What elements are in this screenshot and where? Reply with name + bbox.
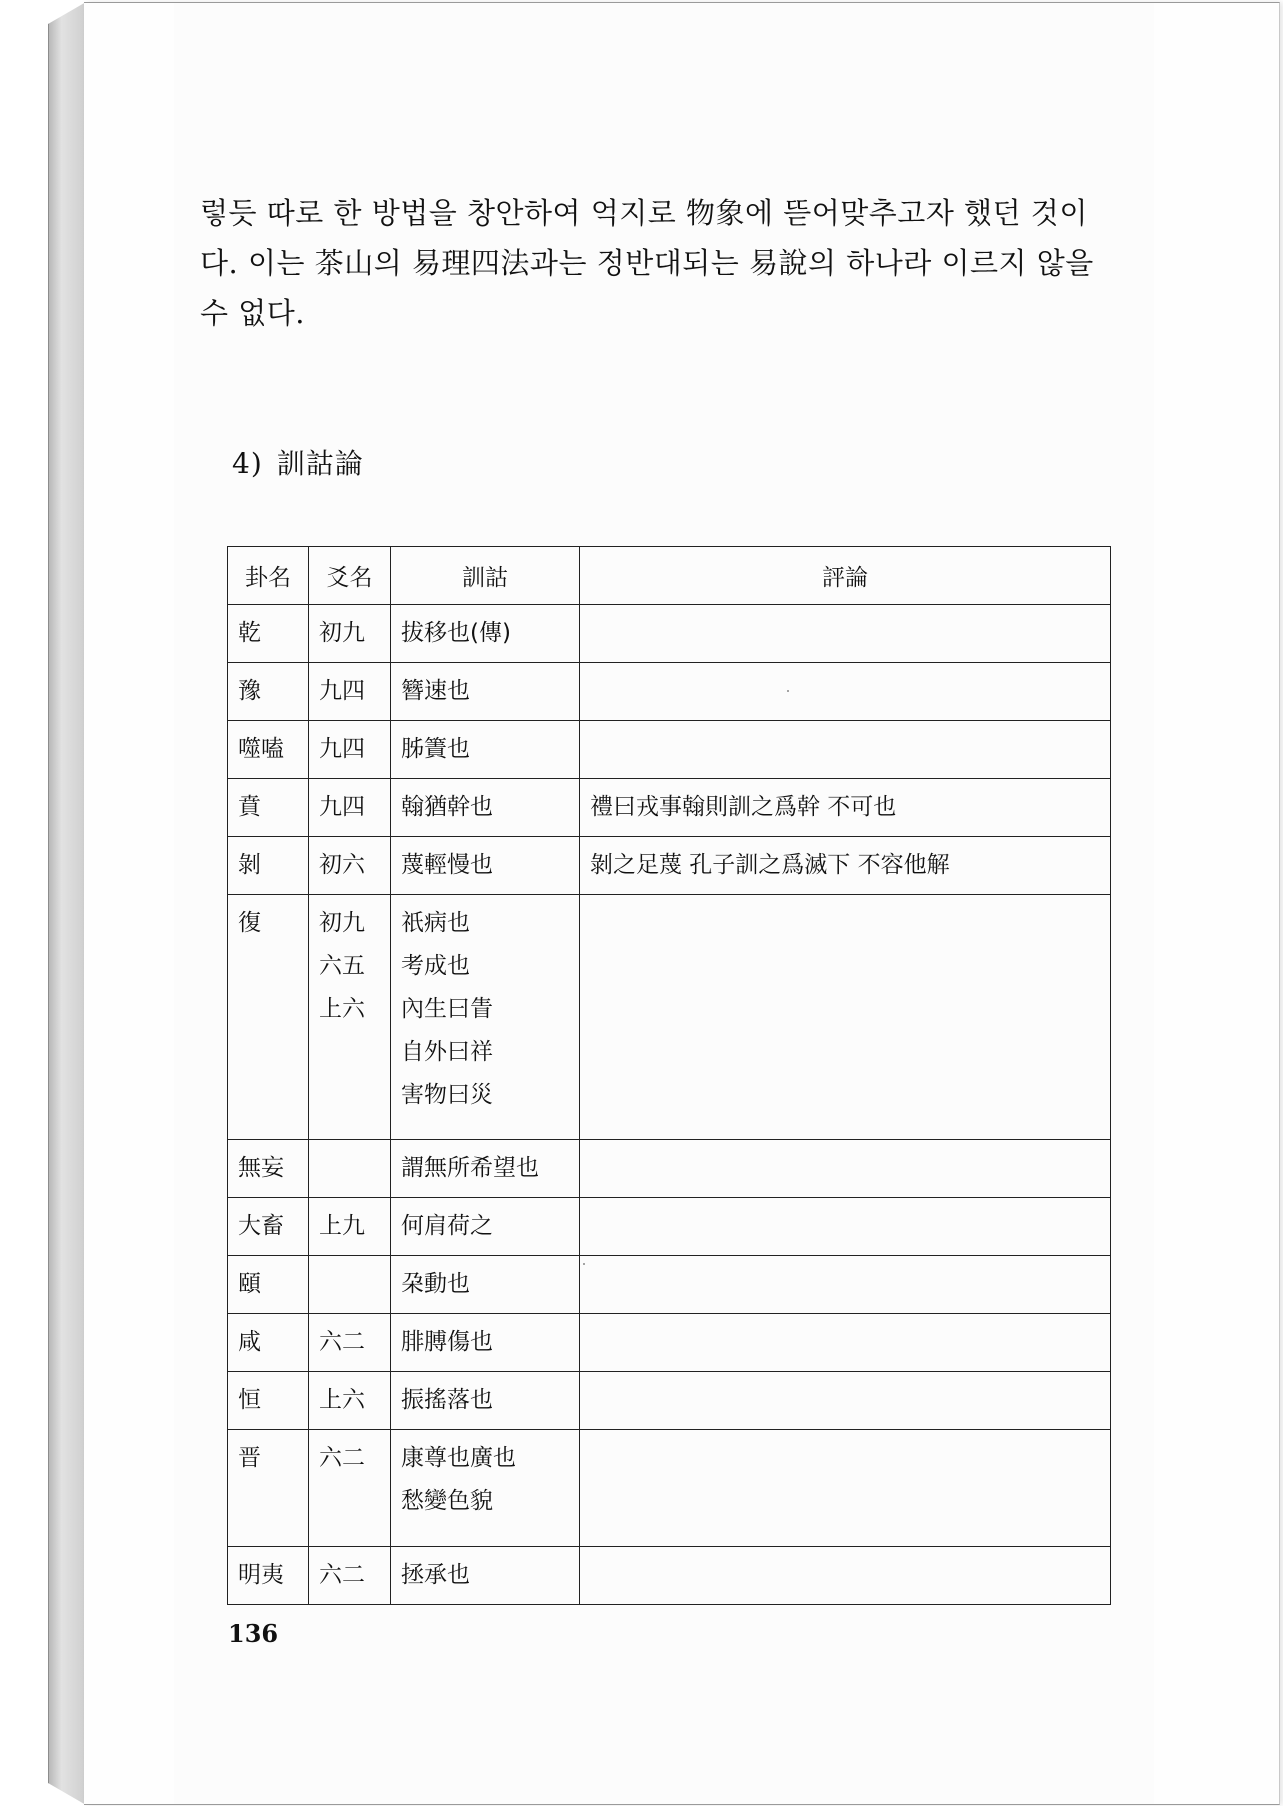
- cell-yao-name-line: 六五: [319, 953, 365, 979]
- cell-gua-name: 頤: [228, 1256, 309, 1314]
- table-row: [228, 1140, 1111, 1198]
- cell-yao-name-line: 上六: [319, 1387, 365, 1413]
- header-yao-name: 爻名: [309, 547, 391, 605]
- cell-pinglun: [580, 1372, 1111, 1430]
- table-body: [228, 605, 1111, 1605]
- cell-gua-name: 晋: [228, 1430, 309, 1547]
- paragraph-line: 렇듯 따로 한 방법을 창안하여 억지로 物象에 뜯어맞추고자 했던 것이: [200, 196, 1088, 230]
- table-row: [228, 1198, 1111, 1256]
- cell-xungu: [391, 895, 580, 1140]
- cell-xungu-line: 蔑輕慢也: [401, 852, 493, 878]
- cell-xungu-line: 內生曰眚: [401, 996, 493, 1022]
- table-header-row: [228, 547, 1111, 605]
- cell-yao-name: [309, 663, 391, 721]
- cell-yao-name: [309, 895, 391, 1140]
- header-gua-name: 卦名: [228, 547, 309, 605]
- cell-xungu: [391, 779, 580, 837]
- cell-pinglun: [580, 1314, 1111, 1372]
- cell-xungu: [391, 1256, 580, 1314]
- cell-xungu-line: 謂無所希望也: [401, 1155, 539, 1181]
- cell-xungu-line: 簪速也: [401, 678, 470, 704]
- table-row: [228, 1314, 1111, 1372]
- cell-xungu-line: 考成也: [401, 953, 470, 979]
- body-paragraph: [200, 188, 1115, 338]
- cell-xungu-line: 胏簀也: [401, 736, 470, 762]
- section-title: 訓詁論: [276, 447, 364, 480]
- cell-yao-name: [309, 1430, 391, 1547]
- cell-yao-name: [309, 1547, 391, 1605]
- table-row: [228, 1430, 1111, 1547]
- cell-yao-name: [309, 1198, 391, 1256]
- paragraph-line: 다. 이는 茶山의 易理四法과는 정반대되는 易說의 하나라 이르지 않을: [200, 246, 1094, 280]
- cell-xungu: [391, 663, 580, 721]
- cell-xungu: [391, 721, 580, 779]
- table-row: [228, 1256, 1111, 1314]
- cell-yao-name-line: 九四: [319, 678, 365, 704]
- cell-xungu: [391, 1430, 580, 1547]
- table-row: [228, 663, 1111, 721]
- cell-xungu-line: 祇病也: [401, 910, 470, 936]
- cell-gua-name: 賁: [228, 779, 309, 837]
- cell-xungu: [391, 605, 580, 663]
- cell-gua-name: 剝: [228, 837, 309, 895]
- print-speck: [787, 690, 789, 692]
- table-row: [228, 837, 1111, 895]
- cell-xungu-line: 愁變色貌: [401, 1488, 493, 1514]
- cell-yao-name: [309, 605, 391, 663]
- cell-xungu-line: 拔移也(傳): [401, 620, 511, 646]
- cell-gua-name: 無妄: [228, 1140, 309, 1198]
- cell-yao-name: [309, 1372, 391, 1430]
- cell-xungu: [391, 1314, 580, 1372]
- table-row: [228, 605, 1111, 663]
- cell-yao-name-line: 初九: [319, 620, 365, 646]
- cell-pinglun: [580, 1547, 1111, 1605]
- cell-gua-name: 恒: [228, 1372, 309, 1430]
- cell-yao-name-line: 九四: [319, 794, 365, 820]
- cell-yao-name-line: 六二: [319, 1329, 365, 1355]
- table-row: [228, 895, 1111, 1140]
- cell-pinglun: [580, 1256, 1111, 1314]
- cell-xungu-line: 害物曰災: [401, 1082, 493, 1108]
- cell-xungu-line: 自外曰祥: [401, 1039, 493, 1065]
- book-spine: [48, 2, 86, 1805]
- cell-yao-name-line: 六二: [319, 1562, 365, 1588]
- cell-xungu-line: 何肩荷之: [401, 1213, 493, 1239]
- cell-yao-name: [309, 1256, 391, 1314]
- page-number: 136: [228, 1619, 279, 1648]
- cell-yao-name: [309, 837, 391, 895]
- table-row: [228, 779, 1111, 837]
- cell-xungu-line: 腓膊傷也: [401, 1329, 493, 1355]
- cell-yao-name-line: 六二: [319, 1445, 365, 1471]
- cell-gua-name: 豫: [228, 663, 309, 721]
- cell-gua-name: 咸: [228, 1314, 309, 1372]
- cell-xungu: [391, 1547, 580, 1605]
- cell-gua-name: 明夷: [228, 1547, 309, 1605]
- cell-pinglun: [580, 605, 1111, 663]
- cell-xungu-line: 翰猶幹也: [401, 794, 493, 820]
- table-row: [228, 721, 1111, 779]
- table-row: [228, 1372, 1111, 1430]
- section-heading: [232, 442, 378, 482]
- cell-yao-name-line: 九四: [319, 736, 365, 762]
- cell-pinglun: [580, 663, 1111, 721]
- cell-xungu: [391, 837, 580, 895]
- cell-xungu-line: 康尊也廣也: [401, 1445, 516, 1471]
- cell-xungu-line: 朶動也: [401, 1271, 470, 1297]
- cell-yao-name: [309, 1140, 391, 1198]
- cell-pinglun: [580, 895, 1111, 1140]
- xungu-table: [227, 546, 1111, 1605]
- cell-xungu: [391, 1372, 580, 1430]
- cell-yao-name: [309, 721, 391, 779]
- print-speck: [583, 1263, 585, 1265]
- header-pinglun: 評論: [580, 547, 1111, 605]
- header-xungu: 訓詁: [391, 547, 580, 605]
- cell-xungu-line: 拯承也: [401, 1562, 470, 1588]
- cell-gua-name: 乾: [228, 605, 309, 663]
- cell-xungu: [391, 1140, 580, 1198]
- cell-pinglun: 剝之足蔑 孔子訓之爲滅下 不容他解: [580, 837, 1111, 895]
- cell-xungu-line: 振搖落也: [401, 1387, 493, 1413]
- cell-xungu: [391, 1198, 580, 1256]
- cell-pinglun: [580, 1430, 1111, 1547]
- cell-yao-name-line: 初六: [319, 852, 365, 878]
- cell-gua-name: 復: [228, 895, 309, 1140]
- cell-pinglun: 禮曰戎事翰則訓之爲幹 不可也: [580, 779, 1111, 837]
- cell-yao-name-line: 上九: [319, 1213, 365, 1239]
- table-row: [228, 1547, 1111, 1605]
- cell-pinglun: [580, 1140, 1111, 1198]
- cell-yao-name: [309, 1314, 391, 1372]
- cell-gua-name: 大畜: [228, 1198, 309, 1256]
- paragraph-line: 수 없다.: [200, 296, 305, 330]
- cell-yao-name-line: 初九: [319, 910, 365, 936]
- cell-yao-name-line: 上六: [319, 996, 365, 1022]
- cell-pinglun: [580, 721, 1111, 779]
- section-number: 4): [232, 447, 263, 480]
- xungu-table-wrapper: [227, 546, 1110, 1588]
- cell-yao-name: [309, 779, 391, 837]
- cell-gua-name: 噬嗑: [228, 721, 309, 779]
- cell-pinglun: [580, 1198, 1111, 1256]
